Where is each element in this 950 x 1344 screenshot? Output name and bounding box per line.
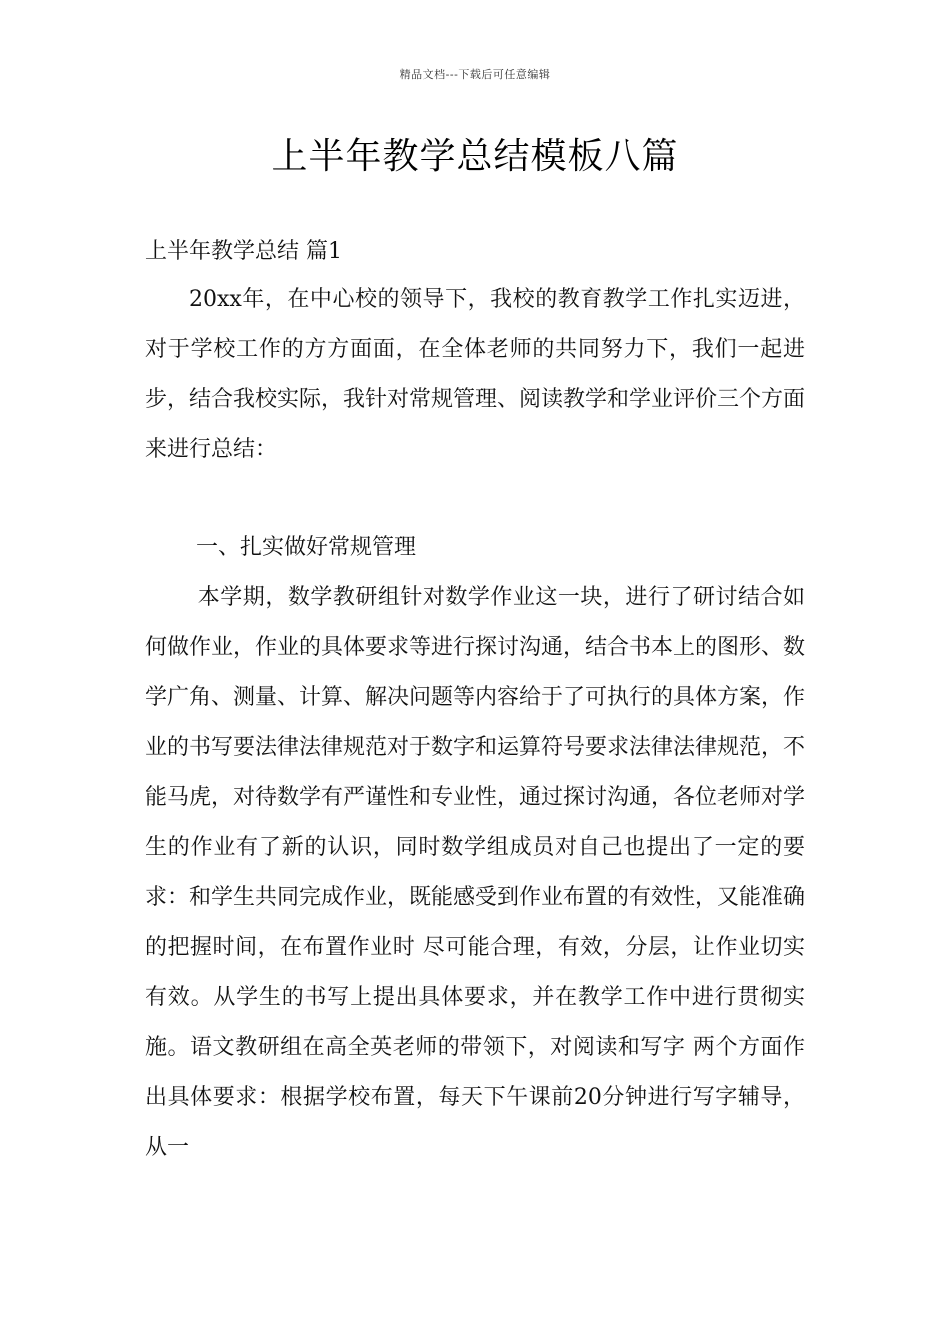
document-title: 上半年教学总结模板八篇 (271, 136, 679, 177)
subheading-routine-management: 一、扎实做好常规管理 (196, 535, 417, 560)
section-heading: 上半年教学总结 篇1 (145, 239, 342, 264)
paragraph-intro: 20xx年，在中心校的领导下，我校的教育教学工作扎实迈进，对于学校工作的方方面面，在全体老师的共同努力下，我们一起进步，结合我校实际，我针对常规管理、阅读教学和学业评价三个方面来进行总结： (145, 287, 806, 462)
paragraph-routine-management: 本学期，数学教研组针对数学作业这一块，进行了研讨结合如何做作业，作业的具体要求等进行探讨沟通，结合书本上的图形、数学广角、测量、计算、解决问题等内容给于了可执行的具体方案，作业的书写要法律法律规范对于数字和运算符号要求法律法律规范，不能马虎，对待数学有严谨性和专业性，通过探讨沟通，各位老师对学生的作业有了新的认识，同时数学组成员对自己也提出了一定的要求：和学生共同完成作业，既能感受到作业布置的有效性，又能准确的把握时间，在布置作业时 尽可能合理，有效，分层，让作业切实有效。从学生的书写上提出具体要求，并在教学工作中进行贯彻实施。语文教研组在高全英老师的带领下，对阅读和写字 两个方面作出具体要求：根据学校布置，每天下午课前20分钟进行写字辅导，从一 (145, 585, 806, 1160)
header-note: 精品文档---下载后可任意编辑 (399, 68, 551, 81)
